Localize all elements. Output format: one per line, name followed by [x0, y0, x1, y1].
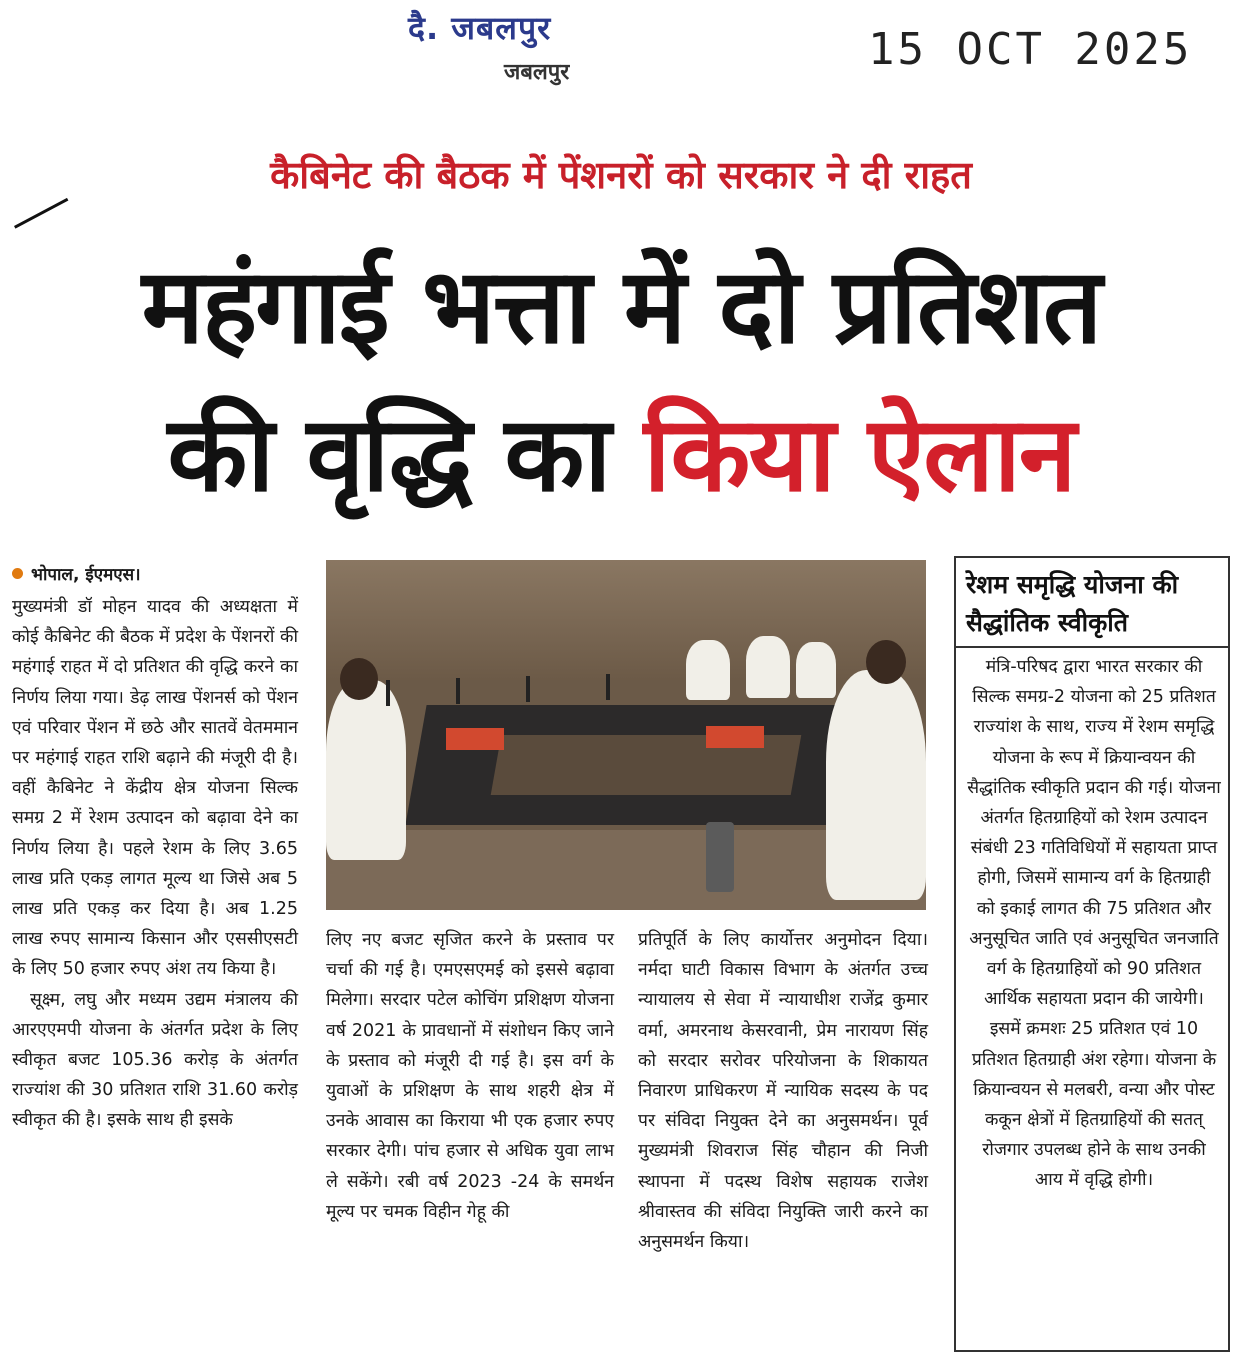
photo-person — [686, 640, 730, 700]
newspaper-city: जबलपुर — [504, 60, 570, 85]
paragraph: सूक्ष्म, लघु और मध्यम उद्यम मंत्रालय की आरएएमपी योजना के अंतर्गत प्रदेश के लिए स्वीकृत बजट 105.36 करोड़ के अंतर्गत राज्यांश की 30 प्रतिशत राशि 31.60 करोड़ स्वीकृत की है। इसके साथ ही इसके — [12, 989, 298, 1131]
paragraph: प्रतिपूर्ति के लिए कार्योत्तर अनुमोदन दिया। नर्मदा घाटी विकास विभाग के अंतर्गत उच्च न्यायालय से सेवा में न्यायाधीश राजेंद्र कुमार वर्मा, अमरनाथ केसरवानी, प्रेम नारायण सिंह को सरदार सरोवर परियोजना के शिकायत निवारण प्राधिकरण में न्यायिक सदस्य के पद पर संविदा नियुक्त देने का अनुसमर्थन। पूर्व मुख्यमंत्री शिवराज सिंह चौहान की निजी स्थापना में पदस्थ विशेष सहायक राजेश श्रीवास्तव की संविदा नियुक्ति जारी करने का अनुसमर्थन किया। — [638, 930, 928, 1253]
photo-person — [326, 680, 406, 860]
photo-wall — [326, 560, 926, 680]
photo-mic — [456, 678, 460, 704]
sidebar-divider — [956, 646, 1228, 648]
photo-head — [340, 658, 378, 700]
paragraph: लिए नए बजट सृजित करने के प्रस्ताव पर चर्चा की गई है। एमएसएमई को इससे बढ़ावा मिलेगा। सरदार पटेल कोचिंग प्रशिक्षण योजना वर्ष 2021 के प्रावधानों में संशोधन किए जाने के प्रस्ताव को मंजूरी दी गई है। इस वर्ग के युवाओं के प्रशिक्षण के साथ शहरी क्षेत्र में उनके आवास का किराया भी एक हजार रुपए सरकार देगी। पांच हजार से अधिक युवा लाभ ले सकेंगे। रबी वर्ष 2023 -24 के समर्थन मूल्य पर चमक विहीन गेहू की — [326, 930, 614, 1222]
paragraph: मुख्यमंत्री डॉ मोहन यादव की अध्यक्षता में कोई कैबिनेट की बैठक में प्रदेश के पेंशनरों की महंगाई राहत में दो प्रतिशत की वृद्धि करने का निर्णय लिया गया। डेढ़ लाख पेंशनर्स को पेंशन एवं परिवार पेंशन में छठे और सातवें वेतममान पर महंगाई राहत राशि बढ़ाने की मंजूरी दी है। वहीं कैबिनेट ने केंद्रीय क्षेत्र योजना सिल्क समग्र 2 में रेशम उत्पादन को बढ़ावा देने का निर्णय लिया है। पहले रेशम के लिए 3.65 लाख प्रति एकड़ लागत मूल्य था जिसे अब 5 लाख प्रति एकड़ कर दिया है। अब 1.25 लाख रुपए सामान्य किसान और एससीएसटी के लिए 50 हजार रुपए अंश तय किया है। — [12, 597, 298, 980]
headline-line-1: महंगाई भत्ता में दो प्रतिशत — [141, 245, 1101, 367]
bullet-dot-icon — [12, 568, 23, 579]
photo-mic — [386, 680, 390, 706]
sidebar-title: रेशम समृद्धि योजना की सैद्धांतिक स्वीकृति — [966, 570, 1179, 637]
photo-head — [866, 640, 906, 684]
photo-bin — [706, 822, 734, 892]
newspaper-name: दै. जबलपुर — [408, 9, 552, 47]
dateline-text: भोपाल, ईएमएस। — [31, 565, 141, 585]
photo-folder — [446, 728, 504, 750]
photo-mic — [606, 674, 610, 700]
photo-folder — [706, 726, 764, 748]
photo-mic — [526, 676, 530, 702]
photo-person — [796, 642, 836, 698]
sidebar-box — [954, 556, 1230, 1352]
photo-person — [826, 670, 926, 900]
article-column-2 — [326, 925, 614, 1227]
headline-black-part: की वृद्धि का — [167, 393, 644, 515]
date-stamp: 15 OCT 2025 — [868, 24, 1193, 75]
article-kicker: कैबिनेट की बैठक में पेंशनरों को सरकार ने दी राहत — [270, 153, 972, 197]
masthead — [392, 4, 722, 94]
article-column-3 — [638, 925, 928, 1257]
sidebar-body: मंत्रि-परिषद द्वारा भारत सरकार की सिल्क समग्र-2 योजना को 25 प्रतिशत राज्यांश के साथ, राज्य में रेशम समृद्धि योजना के रूप में क्रियान्वयन की सैद्धांतिक स्वीकृति प्रदान की गई। योजना अंतर्गत हितग्राहियों को रेशम उत्पादन संबंधी 23 गतिविधियों में सहायता प्राप्त होगी, जिसमें सामान्य वर्ग के हितग्राही को इकाई लागत की 75 प्रतिशत और अनुसूचित जाति एवं अनुसूचित जनजाति वर्ग के हितग्राहियों को 90 प्रतिशत आर्थिक सहायता प्रदान की जायेगी। इसमें क्रमशः 25 प्रतिशत एवं 10 प्रतिशत हितग्राही अंश रहेगा। योजना के क्रियान्वयन से मलबरी, वन्या और पोस्ट ककून क्षेत्रों में हितग्राहियों की सतत् रोजगार उपलब्ध होने के साथ उनकी आय में वृद्धि होगी। — [967, 657, 1221, 1191]
headline-red-part: किया ऐलान — [643, 393, 1075, 515]
article-column-1 — [12, 592, 298, 1136]
dateline — [12, 562, 141, 585]
headline-line-2 — [0, 380, 1242, 521]
cabinet-meeting-photo — [326, 560, 926, 910]
photo-person — [746, 636, 790, 698]
